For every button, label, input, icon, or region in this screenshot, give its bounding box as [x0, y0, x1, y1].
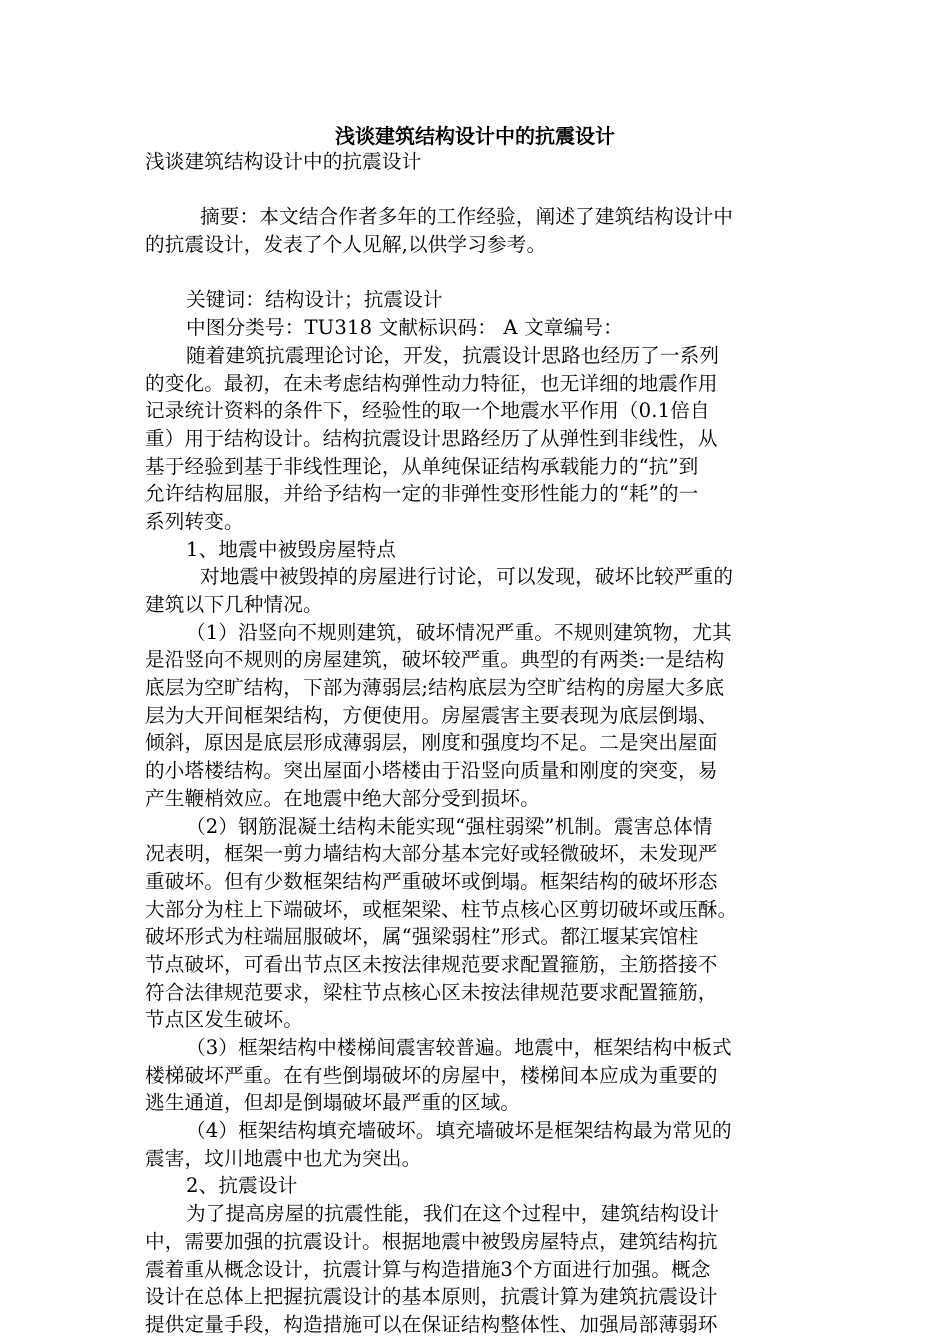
text-line: 破坏形式为柱端屈服破坏，属“强梁弱柱”形式。都江堰某宾馆柱: [145, 925, 699, 949]
text-line: （2）钢筋混凝土结构未能实现“强柱弱梁”机制。震害总体情: [186, 814, 713, 838]
text-line: 逃生通道，但却是倒塌破坏最严重的区域。: [145, 1091, 521, 1115]
text-line: 震害，坟川地震中也尤为突出。: [145, 1146, 422, 1170]
text-line: 建筑以下几种情况。: [145, 593, 323, 616]
text-line: 底层为空旷结构，下部为薄弱层;结构底层为空旷结构的房屋大多底: [145, 676, 725, 700]
text-line: 倾斜，原因是底层形成薄弱层，刚度和强度均不足。二是突出屋面: [145, 731, 718, 755]
text-line: 浅谈建筑结构设计中的抗震设计: [145, 150, 422, 173]
text-line: （1）沿竖向不规则建筑，破坏情况严重。不规则建筑物，尤其: [186, 620, 732, 644]
text-line: 对地震中被毁掉的房屋进行讨论，可以发现，破坏比较严重的: [200, 565, 734, 589]
text-line: 震着重从概念设计，抗震计算与构造措施3个方面进行加强。概念: [145, 1257, 711, 1281]
text-line: 随着建筑抗震理论讨论，开发，抗震设计思路也经历了一系列: [186, 343, 720, 367]
text-line: 摘要：本文结合作者多年的工作经验，阐述了建筑结构设计中: [200, 205, 734, 229]
text-line: 2、抗震设计: [186, 1174, 298, 1198]
text-line: 为了提高房屋的抗震性能，我们在这个过程中，建筑结构设计: [186, 1202, 720, 1226]
text-line: 系列转变。: [145, 509, 244, 533]
text-line: 提供定量手段，构造措施可以在保证结构整体性、加强局部薄弱环: [145, 1312, 718, 1336]
text-line: 大部分为柱上下端破坏，或框架梁、柱节点核心区剪切破坏或压酥。: [145, 897, 738, 921]
document-title: 浅谈建筑结构设计中的抗震设计: [335, 124, 615, 148]
document-body: [145, 148, 807, 1339]
text-line: （4）框架结构填充墙破坏。填充墙破坏是框架结构最为常见的: [186, 1119, 732, 1143]
text-line: 基于经验到基于非线性理论，从单纯保证结构承载能力的“抗”到: [145, 454, 699, 478]
text-line: 层为大开间框架结构，方便使用。房屋震害主要表现为底层倒塌、: [145, 703, 718, 727]
text-line: 的变化。最初，在未考虑结构弹性动力特征，也无详细的地震作用: [145, 371, 718, 395]
text-line: 重）用于结构设计。结构抗震设计思路经历了从弹性到非线性，从: [145, 426, 718, 450]
text-line: 设计在总体上把握抗震设计的基本原则，抗震计算为建筑抗震设计: [145, 1285, 718, 1309]
text-line: 况表明，框架一剪力墙结构大部分基本完好或轻微破坏，未发现严: [145, 842, 718, 866]
text-line: 中，需要加强的抗震设计。根据地震中被毁房屋特点，建筑结构抗: [145, 1229, 718, 1253]
text-line: 关键词：结构设计；抗震设计: [186, 288, 443, 312]
text-line: 的小塔楼结构。突出屋面小塔楼由于沿竖向质量和刚度的突变，易: [145, 759, 718, 783]
blank-line: [145, 259, 807, 287]
text-line: 1、地震中被毁房屋特点: [186, 537, 397, 561]
text-line: 是沿竖向不规则的房屋建筑，破坏较严重。典型的有两类:一是结构: [145, 648, 725, 672]
text-line: 符合法律规范要求，梁柱节点核心区未按法律规范要求配置箍筋，: [145, 980, 718, 1004]
text-line: 记录统计资料的条件下，经验性的取一个地震水平作用（0.1倍自: [145, 399, 710, 423]
text-line: 节点区发生破坏。: [145, 1008, 303, 1032]
text-line: 允许结构屈服，并给予结构一定的非弹性变形性能力的“耗”的一: [145, 482, 699, 506]
text-line: 重破坏。但有少数框架结构严重破坏或倒塌。框架结构的破坏形态: [145, 869, 718, 893]
text-line: 中图分类号：TU318 文献标识码： A 文章编号：: [186, 316, 623, 340]
text-line: （3）框架结构中楼梯间震害较普遍。地震中，框架结构中板式: [186, 1036, 732, 1059]
text-line: 楼梯破坏严重。在有些倒塌破坏的房屋中，楼梯间本应成为重要的: [145, 1063, 718, 1087]
text-line: 产生鞭梢效应。在地震中绝大部分受到损坏。: [145, 786, 540, 810]
blank-line: [145, 176, 807, 204]
text-line: 节点破坏，可看出节点区未按法律规范要求配置箍筋，主筋搭接不: [145, 952, 718, 976]
text-line: 的抗震设计，发表了个人见解,以供学习参考。: [145, 233, 547, 257]
